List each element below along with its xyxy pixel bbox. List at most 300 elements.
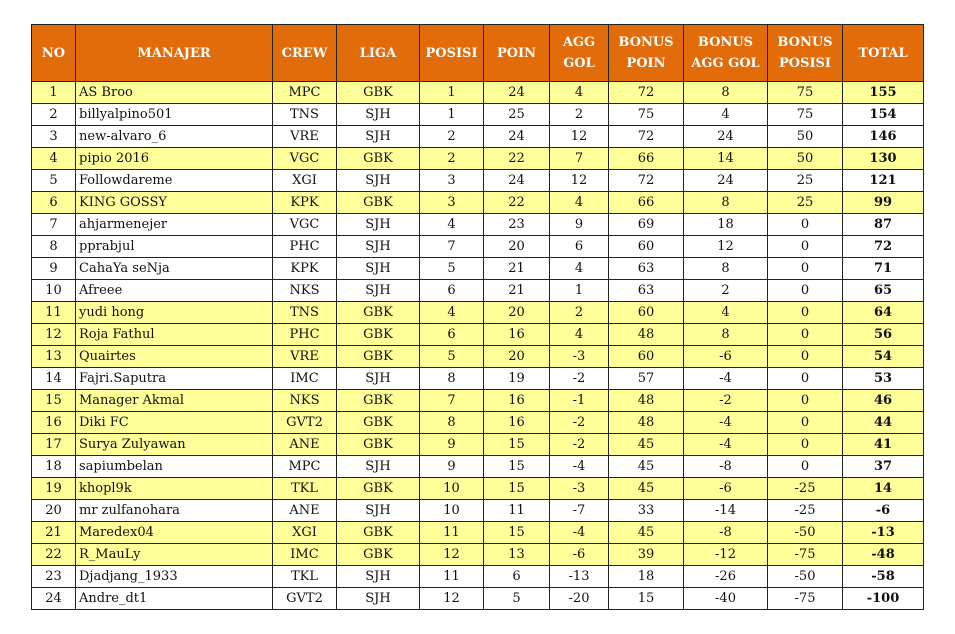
table-row	[32, 148, 924, 170]
crew-code-cell: ANE	[273, 434, 337, 456]
goal-aggregate-cell: 12	[550, 170, 609, 192]
total-score-cell: 155	[843, 82, 924, 104]
bonus-points-cell: 45	[609, 522, 684, 544]
manager-name-cell: mr zulfanohara	[76, 500, 273, 522]
standings-table	[31, 24, 924, 610]
points-cell: 13	[484, 544, 550, 566]
bonus-position-cell: 0	[768, 258, 843, 280]
row-number-cell: 10	[32, 280, 76, 302]
row-number-cell: 5	[32, 170, 76, 192]
bonus-goal-aggregate-cell: -40	[684, 588, 768, 610]
points-cell: 20	[484, 236, 550, 258]
points-cell: 24	[484, 170, 550, 192]
bonus-position-cell: 0	[768, 346, 843, 368]
table-header	[32, 25, 924, 82]
manager-name-cell: Quairtes	[76, 346, 273, 368]
crew-code-cell: VRE	[273, 346, 337, 368]
table-row	[32, 390, 924, 412]
table-row	[32, 126, 924, 148]
league-code-cell: SJH	[337, 566, 420, 588]
bonus-goal-aggregate-cell: 4	[684, 302, 768, 324]
goal-aggregate-cell: 1	[550, 280, 609, 302]
crew-code-cell: IMC	[273, 544, 337, 566]
bonus-points-cell: 66	[609, 192, 684, 214]
row-number-cell: 8	[32, 236, 76, 258]
total-score-cell: -13	[843, 522, 924, 544]
crew-code-cell: XGI	[273, 170, 337, 192]
bonus-position-cell: 0	[768, 280, 843, 302]
points-cell: 24	[484, 126, 550, 148]
total-score-cell: 87	[843, 214, 924, 236]
row-number-cell: 21	[32, 522, 76, 544]
total-score-cell: -100	[843, 588, 924, 610]
position-cell: 3	[420, 170, 484, 192]
manager-name-cell: Andre_dt1	[76, 588, 273, 610]
points-cell: 20	[484, 346, 550, 368]
bonus-position-cell: -25	[768, 478, 843, 500]
manager-name-cell: khopl9k	[76, 478, 273, 500]
bonus-points-cell: 72	[609, 82, 684, 104]
position-cell: 12	[420, 544, 484, 566]
bonus-position-cell: 0	[768, 434, 843, 456]
bonus-position-cell: -75	[768, 544, 843, 566]
row-number-cell: 18	[32, 456, 76, 478]
total-score-cell: 44	[843, 412, 924, 434]
league-code-cell: SJH	[337, 368, 420, 390]
crew-code-cell: TKL	[273, 566, 337, 588]
manager-name-cell: pprabjul	[76, 236, 273, 258]
bonus-position-cell: 50	[768, 126, 843, 148]
goal-aggregate-cell: -6	[550, 544, 609, 566]
total-score-cell: 130	[843, 148, 924, 170]
position-cell: 7	[420, 236, 484, 258]
row-number-cell: 2	[32, 104, 76, 126]
table-row	[32, 170, 924, 192]
bonus-goal-aggregate-cell: 24	[684, 126, 768, 148]
table-row	[32, 82, 924, 104]
crew-code-cell: XGI	[273, 522, 337, 544]
position-cell: 8	[420, 412, 484, 434]
crew-code-cell: MPC	[273, 456, 337, 478]
bonus-points-cell: 63	[609, 280, 684, 302]
column-header: POIN	[484, 25, 550, 82]
goal-aggregate-cell: 2	[550, 104, 609, 126]
bonus-points-cell: 48	[609, 390, 684, 412]
crew-code-cell: PHC	[273, 324, 337, 346]
bonus-position-cell: 0	[768, 368, 843, 390]
manager-name-cell: CahaYa seNja	[76, 258, 273, 280]
column-header: TOTAL	[843, 25, 924, 82]
bonus-goal-aggregate-cell: 24	[684, 170, 768, 192]
column-header: CREW	[273, 25, 337, 82]
position-cell: 12	[420, 588, 484, 610]
league-code-cell: GBK	[337, 324, 420, 346]
goal-aggregate-cell: 4	[550, 192, 609, 214]
points-cell: 6	[484, 566, 550, 588]
bonus-position-cell: 0	[768, 302, 843, 324]
points-cell: 21	[484, 258, 550, 280]
points-cell: 16	[484, 412, 550, 434]
row-number-cell: 14	[32, 368, 76, 390]
goal-aggregate-cell: 12	[550, 126, 609, 148]
manager-name-cell: yudi hong	[76, 302, 273, 324]
bonus-position-cell: 0	[768, 390, 843, 412]
position-cell: 11	[420, 522, 484, 544]
points-cell: 22	[484, 192, 550, 214]
table-row	[32, 412, 924, 434]
table-row	[32, 588, 924, 610]
goal-aggregate-cell: -1	[550, 390, 609, 412]
column-header: LIGA	[337, 25, 420, 82]
points-cell: 15	[484, 478, 550, 500]
bonus-points-cell: 48	[609, 412, 684, 434]
bonus-position-cell: 50	[768, 148, 843, 170]
goal-aggregate-cell: -3	[550, 346, 609, 368]
row-number-cell: 9	[32, 258, 76, 280]
goal-aggregate-cell: -2	[550, 434, 609, 456]
row-number-cell: 19	[32, 478, 76, 500]
table-row	[32, 566, 924, 588]
table-row	[32, 500, 924, 522]
goal-aggregate-cell: 6	[550, 236, 609, 258]
crew-code-cell: NKS	[273, 280, 337, 302]
bonus-goal-aggregate-cell: -12	[684, 544, 768, 566]
goal-aggregate-cell: 4	[550, 82, 609, 104]
crew-code-cell: ANE	[273, 500, 337, 522]
points-cell: 5	[484, 588, 550, 610]
goal-aggregate-cell: -7	[550, 500, 609, 522]
bonus-goal-aggregate-cell: 12	[684, 236, 768, 258]
league-code-cell: SJH	[337, 104, 420, 126]
position-cell: 8	[420, 368, 484, 390]
total-score-cell: 154	[843, 104, 924, 126]
bonus-position-cell: 0	[768, 412, 843, 434]
bonus-points-cell: 66	[609, 148, 684, 170]
position-cell: 10	[420, 478, 484, 500]
league-code-cell: SJH	[337, 456, 420, 478]
league-code-cell: GBK	[337, 346, 420, 368]
column-header: BONUS AGG GOL	[684, 25, 768, 82]
bonus-goal-aggregate-cell: -2	[684, 390, 768, 412]
points-cell: 15	[484, 434, 550, 456]
position-cell: 4	[420, 302, 484, 324]
total-score-cell: 56	[843, 324, 924, 346]
header-row	[32, 25, 924, 82]
bonus-points-cell: 39	[609, 544, 684, 566]
table-row	[32, 258, 924, 280]
crew-code-cell: KPK	[273, 192, 337, 214]
row-number-cell: 11	[32, 302, 76, 324]
goal-aggregate-cell: -4	[550, 456, 609, 478]
table-row	[32, 280, 924, 302]
table-row	[32, 478, 924, 500]
bonus-goal-aggregate-cell: 8	[684, 192, 768, 214]
bonus-points-cell: 48	[609, 324, 684, 346]
position-cell: 6	[420, 324, 484, 346]
row-number-cell: 22	[32, 544, 76, 566]
position-cell: 9	[420, 434, 484, 456]
crew-code-cell: TNS	[273, 302, 337, 324]
bonus-points-cell: 63	[609, 258, 684, 280]
total-score-cell: 54	[843, 346, 924, 368]
position-cell: 1	[420, 104, 484, 126]
table-row	[32, 192, 924, 214]
league-code-cell: GBK	[337, 478, 420, 500]
position-cell: 4	[420, 214, 484, 236]
row-number-cell: 24	[32, 588, 76, 610]
points-cell: 23	[484, 214, 550, 236]
goal-aggregate-cell: 7	[550, 148, 609, 170]
total-score-cell: 64	[843, 302, 924, 324]
league-code-cell: SJH	[337, 214, 420, 236]
crew-code-cell: MPC	[273, 82, 337, 104]
column-header: AGG GOL	[550, 25, 609, 82]
bonus-goal-aggregate-cell: -26	[684, 566, 768, 588]
crew-code-cell: VGC	[273, 148, 337, 170]
column-header: BONUS POIN	[609, 25, 684, 82]
manager-name-cell: Djadjang_1933	[76, 566, 273, 588]
league-code-cell: GBK	[337, 434, 420, 456]
bonus-points-cell: 45	[609, 478, 684, 500]
table-row	[32, 456, 924, 478]
row-number-cell: 12	[32, 324, 76, 346]
points-cell: 16	[484, 390, 550, 412]
manager-name-cell: Surya Zulyawan	[76, 434, 273, 456]
position-cell: 7	[420, 390, 484, 412]
manager-name-cell: ahjarmenejer	[76, 214, 273, 236]
bonus-goal-aggregate-cell: -4	[684, 412, 768, 434]
goal-aggregate-cell: 4	[550, 324, 609, 346]
table-row	[32, 104, 924, 126]
table-row	[32, 324, 924, 346]
bonus-points-cell: 15	[609, 588, 684, 610]
row-number-cell: 7	[32, 214, 76, 236]
bonus-goal-aggregate-cell: -8	[684, 456, 768, 478]
total-score-cell: 53	[843, 368, 924, 390]
goal-aggregate-cell: 9	[550, 214, 609, 236]
points-cell: 11	[484, 500, 550, 522]
total-score-cell: 121	[843, 170, 924, 192]
position-cell: 5	[420, 258, 484, 280]
row-number-cell: 16	[32, 412, 76, 434]
goal-aggregate-cell: -20	[550, 588, 609, 610]
position-cell: 6	[420, 280, 484, 302]
bonus-points-cell: 72	[609, 170, 684, 192]
bonus-position-cell: -25	[768, 500, 843, 522]
position-cell: 2	[420, 126, 484, 148]
total-score-cell: 14	[843, 478, 924, 500]
table-row	[32, 346, 924, 368]
total-score-cell: -48	[843, 544, 924, 566]
league-code-cell: GBK	[337, 390, 420, 412]
position-cell: 10	[420, 500, 484, 522]
crew-code-cell: VGC	[273, 214, 337, 236]
total-score-cell: -58	[843, 566, 924, 588]
manager-name-cell: Followdareme	[76, 170, 273, 192]
points-cell: 24	[484, 82, 550, 104]
league-code-cell: SJH	[337, 280, 420, 302]
league-code-cell: GBK	[337, 412, 420, 434]
position-cell: 1	[420, 82, 484, 104]
manager-name-cell: AS Broo	[76, 82, 273, 104]
bonus-position-cell: 0	[768, 456, 843, 478]
goal-aggregate-cell: 2	[550, 302, 609, 324]
manager-name-cell: Afreee	[76, 280, 273, 302]
crew-code-cell: PHC	[273, 236, 337, 258]
league-code-cell: GBK	[337, 82, 420, 104]
position-cell: 3	[420, 192, 484, 214]
goal-aggregate-cell: -4	[550, 522, 609, 544]
bonus-points-cell: 57	[609, 368, 684, 390]
goal-aggregate-cell: -2	[550, 368, 609, 390]
column-header: MANAJER	[76, 25, 273, 82]
total-score-cell: 41	[843, 434, 924, 456]
bonus-points-cell: 60	[609, 236, 684, 258]
bonus-position-cell: 25	[768, 170, 843, 192]
crew-code-cell: TNS	[273, 104, 337, 126]
bonus-position-cell: 25	[768, 192, 843, 214]
bonus-goal-aggregate-cell: 8	[684, 324, 768, 346]
crew-code-cell: TKL	[273, 478, 337, 500]
league-code-cell: GBK	[337, 544, 420, 566]
bonus-goal-aggregate-cell: 18	[684, 214, 768, 236]
bonus-goal-aggregate-cell: -6	[684, 346, 768, 368]
points-cell: 22	[484, 148, 550, 170]
manager-name-cell: Fajri.Saputra	[76, 368, 273, 390]
bonus-points-cell: 72	[609, 126, 684, 148]
league-code-cell: SJH	[337, 500, 420, 522]
bonus-goal-aggregate-cell: 14	[684, 148, 768, 170]
league-code-cell: SJH	[337, 588, 420, 610]
bonus-position-cell: 0	[768, 324, 843, 346]
row-number-cell: 1	[32, 82, 76, 104]
table-row	[32, 236, 924, 258]
bonus-points-cell: 45	[609, 456, 684, 478]
table-row	[32, 302, 924, 324]
total-score-cell: 72	[843, 236, 924, 258]
bonus-points-cell: 69	[609, 214, 684, 236]
league-code-cell: SJH	[337, 236, 420, 258]
total-score-cell: 37	[843, 456, 924, 478]
row-number-cell: 3	[32, 126, 76, 148]
total-score-cell: 71	[843, 258, 924, 280]
goal-aggregate-cell: -13	[550, 566, 609, 588]
bonus-goal-aggregate-cell: 2	[684, 280, 768, 302]
league-code-cell: GBK	[337, 302, 420, 324]
crew-code-cell: VRE	[273, 126, 337, 148]
row-number-cell: 17	[32, 434, 76, 456]
table-row	[32, 522, 924, 544]
manager-name-cell: pipio 2016	[76, 148, 273, 170]
bonus-points-cell: 45	[609, 434, 684, 456]
manager-name-cell: Maredex04	[76, 522, 273, 544]
position-cell: 11	[420, 566, 484, 588]
table-row	[32, 434, 924, 456]
bonus-goal-aggregate-cell: -8	[684, 522, 768, 544]
goal-aggregate-cell: 4	[550, 258, 609, 280]
manager-name-cell: KING GOSSY	[76, 192, 273, 214]
bonus-goal-aggregate-cell: -4	[684, 434, 768, 456]
league-code-cell: GBK	[337, 522, 420, 544]
table-row	[32, 214, 924, 236]
bonus-position-cell: 75	[768, 82, 843, 104]
points-cell: 20	[484, 302, 550, 324]
total-score-cell: -6	[843, 500, 924, 522]
bonus-goal-aggregate-cell: 8	[684, 258, 768, 280]
bonus-goal-aggregate-cell: -4	[684, 368, 768, 390]
total-score-cell: 146	[843, 126, 924, 148]
bonus-goal-aggregate-cell: 8	[684, 82, 768, 104]
total-score-cell: 99	[843, 192, 924, 214]
total-score-cell: 46	[843, 390, 924, 412]
bonus-points-cell: 75	[609, 104, 684, 126]
bonus-position-cell: 75	[768, 104, 843, 126]
league-code-cell: SJH	[337, 258, 420, 280]
manager-name-cell: Diki FC	[76, 412, 273, 434]
crew-code-cell: KPK	[273, 258, 337, 280]
league-code-cell: GBK	[337, 192, 420, 214]
column-header: NO	[32, 25, 76, 82]
bonus-goal-aggregate-cell: 4	[684, 104, 768, 126]
row-number-cell: 13	[32, 346, 76, 368]
bonus-points-cell: 60	[609, 302, 684, 324]
bonus-position-cell: 0	[768, 236, 843, 258]
bonus-position-cell: -50	[768, 566, 843, 588]
points-cell: 21	[484, 280, 550, 302]
crew-code-cell: GVT2	[273, 588, 337, 610]
row-number-cell: 23	[32, 566, 76, 588]
bonus-points-cell: 18	[609, 566, 684, 588]
manager-name-cell: Manager Akmal	[76, 390, 273, 412]
league-code-cell: SJH	[337, 126, 420, 148]
row-number-cell: 4	[32, 148, 76, 170]
position-cell: 2	[420, 148, 484, 170]
bonus-goal-aggregate-cell: -6	[684, 478, 768, 500]
table-row	[32, 544, 924, 566]
league-code-cell: GBK	[337, 148, 420, 170]
row-number-cell: 6	[32, 192, 76, 214]
bonus-goal-aggregate-cell: -14	[684, 500, 768, 522]
points-cell: 15	[484, 522, 550, 544]
crew-code-cell: IMC	[273, 368, 337, 390]
bonus-position-cell: 0	[768, 214, 843, 236]
manager-name-cell: sapiumbelan	[76, 456, 273, 478]
total-score-cell: 65	[843, 280, 924, 302]
manager-name-cell: Roja Fathul	[76, 324, 273, 346]
points-cell: 19	[484, 368, 550, 390]
manager-name-cell: R_MauLy	[76, 544, 273, 566]
league-code-cell: SJH	[337, 170, 420, 192]
bonus-position-cell: -50	[768, 522, 843, 544]
table-row	[32, 368, 924, 390]
goal-aggregate-cell: -2	[550, 412, 609, 434]
column-header: POSISI	[420, 25, 484, 82]
bonus-position-cell: -75	[768, 588, 843, 610]
crew-code-cell: GVT2	[273, 412, 337, 434]
bonus-points-cell: 33	[609, 500, 684, 522]
row-number-cell: 15	[32, 390, 76, 412]
manager-name-cell: new-alvaro_6	[76, 126, 273, 148]
position-cell: 9	[420, 456, 484, 478]
crew-code-cell: NKS	[273, 390, 337, 412]
row-number-cell: 20	[32, 500, 76, 522]
points-cell: 16	[484, 324, 550, 346]
position-cell: 5	[420, 346, 484, 368]
points-cell: 15	[484, 456, 550, 478]
points-cell: 25	[484, 104, 550, 126]
column-header: BONUS POSISI	[768, 25, 843, 82]
table-body	[32, 82, 924, 610]
